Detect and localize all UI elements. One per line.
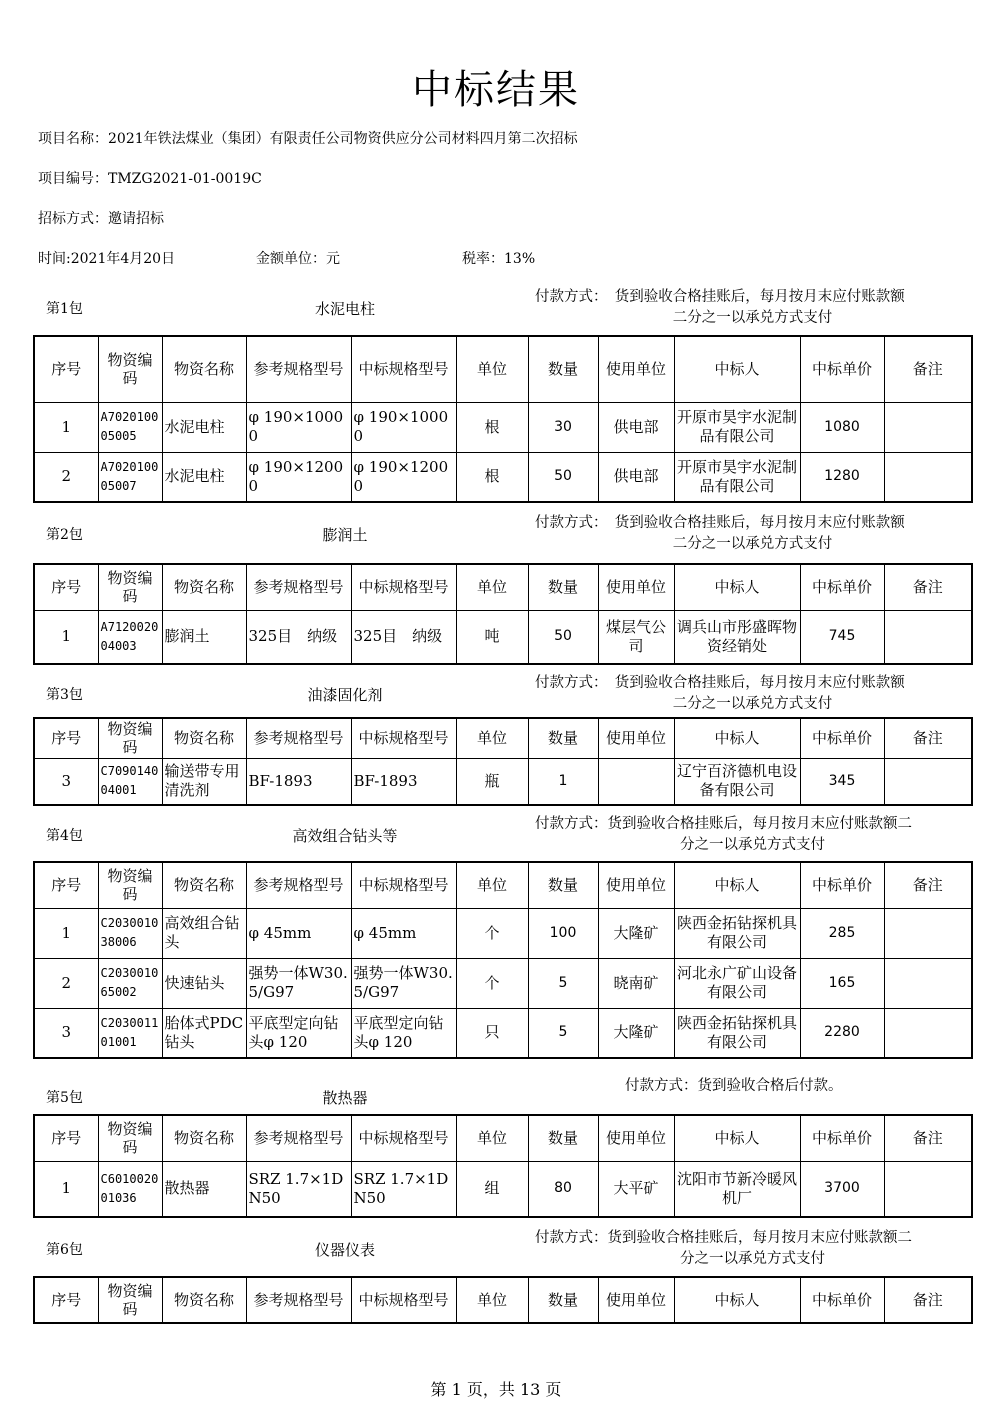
column-header: 备注 [884,1277,972,1323]
column-header: 参考规格型号 [246,862,351,908]
table-header-row [34,862,972,908]
column-header: 序号 [34,718,98,758]
column-header: 中标人 [674,862,800,908]
cell-name: 输送带专用清洗剂 [162,758,246,805]
cell-winner: 陕西金拓钻探机具有限公司 [674,908,800,958]
column-header: 中标人 [674,564,800,610]
column-header: 备注 [884,336,972,402]
column-header: 使用单位 [598,336,674,402]
cell-no: 2 [34,452,98,502]
column-header: 备注 [884,564,972,610]
payment-terms-line1: 付款方式： 货到验收合格挂账后，每月按月末应付账款额 [535,515,905,531]
cell-qty: 50 [528,452,598,502]
cell-ref: φ 190×10000 [246,402,351,452]
cell-code: A712002004003 [98,610,162,664]
cell-price: 1280 [800,452,884,502]
cell-name: 快速钻头 [162,958,246,1008]
cell-code: C203001038006 [98,908,162,958]
cell-winner: 辽宁百济德机电设备有限公司 [674,758,800,805]
payment-terms [535,1228,970,1270]
cell-name: 胎体式PDC钻头 [162,1008,246,1058]
column-header: 中标人 [674,336,800,402]
cell-ref: SRZ 1.7×1DN50 [246,1161,351,1217]
cell-no: 1 [34,1161,98,1217]
bid-table [33,335,973,503]
package-label: 第1包 [46,301,83,317]
column-header: 中标人 [674,1115,800,1161]
page-footer: 第 1 页，共 13 页 [430,1380,562,1399]
cell-note [884,610,972,664]
column-header: 中标规格型号 [351,718,456,758]
page-title: 中标结果 [412,67,580,113]
table-header-row [34,564,972,610]
cell-name: 膨润土 [162,610,246,664]
bid-table [33,1114,973,1218]
cell-user: 煤层气公司 [598,610,674,664]
column-header: 物资编码 [98,564,162,610]
table-header-row [34,336,972,402]
cell-no: 2 [34,958,98,1008]
project-name: 项目名称：2021年铁法煤业（集团）有限责任公司物资供应分公司材料四月第二次招标 [38,131,578,147]
cell-unit: 根 [456,402,528,452]
column-header: 中标规格型号 [351,862,456,908]
cell-user: 晓南矿 [598,958,674,1008]
cell-unit: 只 [456,1008,528,1058]
column-header: 单位 [456,564,528,610]
payment-terms-line1: 付款方式： 货到验收合格挂账后，每月按月末应付账款额 [535,289,905,305]
cell-spec: BF-1893 [351,758,456,805]
column-header: 物资名称 [162,862,246,908]
cell-user: 供电部 [598,452,674,502]
cell-name: 散热器 [162,1161,246,1217]
cell-no: 1 [34,908,98,958]
cell-price: 165 [800,958,884,1008]
bid-table [33,563,973,665]
table-row [34,758,972,805]
payment-terms [535,513,970,555]
column-header: 数量 [528,336,598,402]
project-code: 项目编号：TMZG2021-01-0019C [38,171,262,187]
column-header: 单位 [456,1277,528,1323]
payment-terms-line2: 二分之一以承兑方式支付 [672,310,833,326]
cell-note [884,758,972,805]
cell-code: C709014004001 [98,758,162,805]
cell-spec: φ 190×10000 [351,402,456,452]
column-header: 中标规格型号 [351,336,456,402]
cell-code: A702010005005 [98,402,162,452]
column-header: 单位 [456,718,528,758]
column-header: 中标人 [674,718,800,758]
cell-name: 水泥电柱 [162,402,246,452]
cell-code: A702010005007 [98,452,162,502]
payment-terms [535,814,970,856]
table-header-row [34,1115,972,1161]
payment-terms-line2: 二分之一以承兑方式支付 [672,536,833,552]
cell-ref: φ 45mm [246,908,351,958]
column-header: 使用单位 [598,1277,674,1323]
cell-price: 2280 [800,1008,884,1058]
column-header: 数量 [528,718,598,758]
payment-terms [535,287,970,329]
payment-terms-line1: 付款方式：货到验收合格后付款。 [625,1078,843,1094]
cell-user [598,758,674,805]
package-label: 第2包 [46,527,83,543]
payment-terms-line2: 分之一以承兑方式支付 [680,837,825,853]
column-header: 物资名称 [162,336,246,402]
column-header: 使用单位 [598,1115,674,1161]
column-header: 数量 [528,564,598,610]
cell-code: C601002001036 [98,1161,162,1217]
cell-unit: 个 [456,908,528,958]
column-header: 数量 [528,1277,598,1323]
payment-terms-line2: 二分之一以承兑方式支付 [672,696,833,712]
cell-note [884,1008,972,1058]
column-header: 备注 [884,1115,972,1161]
cell-ref: 325目 纳级 [246,610,351,664]
payment-terms-line1: 付款方式： 货到验收合格挂账后，每月按月末应付账款额 [535,675,905,691]
column-header: 中标规格型号 [351,1115,456,1161]
cell-qty: 80 [528,1161,598,1217]
package-label: 第3包 [46,687,83,703]
bid-method: 招标方式：邀请招标 [38,211,164,227]
cell-note [884,402,972,452]
table-row [34,452,972,502]
column-header: 参考规格型号 [246,1115,351,1161]
cell-code: C203001065002 [98,958,162,1008]
cell-spec: 强势一体W30.5/G97 [351,958,456,1008]
column-header: 序号 [34,1115,98,1161]
column-header: 物资编码 [98,1277,162,1323]
cell-winner: 调兵山市彤盛晖物资经销处 [674,610,800,664]
column-header: 物资名称 [162,1115,246,1161]
cell-qty: 5 [528,1008,598,1058]
cell-winner: 开原市昊宇水泥制品有限公司 [674,402,800,452]
cell-price: 1080 [800,402,884,452]
cell-user: 大隆矿 [598,908,674,958]
cell-name: 水泥电柱 [162,452,246,502]
column-header: 参考规格型号 [246,336,351,402]
column-header: 物资名称 [162,564,246,610]
cell-spec: 325目 纳级 [351,610,456,664]
cell-code: C203001101001 [98,1008,162,1058]
column-header: 物资编码 [98,336,162,402]
package-name: 仪器仪表 [314,1241,375,1259]
cell-no: 1 [34,610,98,664]
bid-table [33,861,973,1059]
package-name: 油漆固化剂 [307,686,383,704]
column-header: 备注 [884,862,972,908]
cell-note [884,958,972,1008]
payment-terms [535,673,970,715]
column-header: 备注 [884,718,972,758]
column-header: 单位 [456,336,528,402]
column-header: 中标单价 [800,1277,884,1323]
column-header: 参考规格型号 [246,564,351,610]
cell-unit: 组 [456,1161,528,1217]
table-row [34,958,972,1008]
table-row [34,1161,972,1217]
cell-price: 745 [800,610,884,664]
cell-price: 3700 [800,1161,884,1217]
column-header: 物资编码 [98,862,162,908]
cell-spec: φ 190×12000 [351,452,456,502]
tax-rate: 税率：13% [462,251,536,267]
table-row [34,402,972,452]
column-header: 单位 [456,862,528,908]
cell-unit: 个 [456,958,528,1008]
column-header: 物资编码 [98,718,162,758]
cell-name: 高效组合钻头 [162,908,246,958]
column-header: 使用单位 [598,718,674,758]
column-header: 中标单价 [800,336,884,402]
package-name: 散热器 [322,1089,368,1107]
cell-price: 345 [800,758,884,805]
currency-unit: 金额单位：元 [256,251,340,267]
cell-winner: 河北永广矿山设备有限公司 [674,958,800,1008]
cell-spec: SRZ 1.7×1DN50 [351,1161,456,1217]
column-header: 中标单价 [800,718,884,758]
cell-user: 供电部 [598,402,674,452]
table-row [34,610,972,664]
cell-winner: 开原市昊宇水泥制品有限公司 [674,452,800,502]
column-header: 序号 [34,564,98,610]
table-header-row [34,718,972,758]
cell-unit: 根 [456,452,528,502]
cell-qty: 100 [528,908,598,958]
cell-note [884,452,972,502]
cell-no: 1 [34,402,98,452]
cell-qty: 1 [528,758,598,805]
cell-ref: φ 190×12000 [246,452,351,502]
date: 时间:2021年4月20日 [38,251,176,267]
table-row [34,1008,972,1058]
column-header: 使用单位 [598,564,674,610]
column-header: 序号 [34,336,98,402]
column-header: 数量 [528,1115,598,1161]
bid-table [33,1276,973,1324]
column-header: 单位 [456,1115,528,1161]
cell-qty: 50 [528,610,598,664]
cell-ref: BF-1893 [246,758,351,805]
column-header: 数量 [528,862,598,908]
cell-spec: φ 45mm [351,908,456,958]
cell-unit: 瓶 [456,758,528,805]
payment-terms-line1: 付款方式：货到验收合格挂账后，每月按月末应付账款额二 [535,816,912,832]
cell-note [884,1161,972,1217]
column-header: 参考规格型号 [246,1277,351,1323]
cell-user: 大平矿 [598,1161,674,1217]
table-row [34,908,972,958]
column-header: 中标规格型号 [351,564,456,610]
cell-ref: 强势一体W30.5/G97 [246,958,351,1008]
column-header: 中标规格型号 [351,1277,456,1323]
column-header: 使用单位 [598,862,674,908]
cell-ref: 平底型定向钻头φ 120 [246,1008,351,1058]
column-header: 物资名称 [162,718,246,758]
cell-winner: 沈阳市节新冷暖风机厂 [674,1161,800,1217]
column-header: 中标单价 [800,564,884,610]
package-name: 高效组合钻头等 [292,827,398,845]
cell-qty: 5 [528,958,598,1008]
package-label: 第5包 [46,1090,83,1106]
cell-user: 大隆矿 [598,1008,674,1058]
cell-note [884,908,972,958]
cell-spec: 平底型定向钻头φ 120 [351,1008,456,1058]
cell-no: 3 [34,758,98,805]
table-header-row [34,1277,972,1323]
cell-qty: 30 [528,402,598,452]
column-header: 参考规格型号 [246,718,351,758]
column-header: 序号 [34,862,98,908]
column-header: 中标人 [674,1277,800,1323]
payment-terms-line1: 付款方式：货到验收合格挂账后，每月按月末应付账款额二 [535,1230,912,1246]
column-header: 中标单价 [800,1115,884,1161]
cell-no: 3 [34,1008,98,1058]
payment-terms [625,1076,970,1097]
package-label: 第4包 [46,828,83,844]
package-name: 水泥电柱 [314,300,375,318]
payment-terms-line2: 分之一以承兑方式支付 [680,1251,825,1267]
cell-price: 285 [800,908,884,958]
bid-table [33,717,973,806]
column-header: 物资编码 [98,1115,162,1161]
cell-winner: 陕西金拓钻探机具有限公司 [674,1008,800,1058]
column-header: 中标单价 [800,862,884,908]
cell-unit: 吨 [456,610,528,664]
column-header: 序号 [34,1277,98,1323]
package-name: 膨润土 [322,526,368,544]
package-label: 第6包 [46,1242,83,1258]
column-header: 物资名称 [162,1277,246,1323]
